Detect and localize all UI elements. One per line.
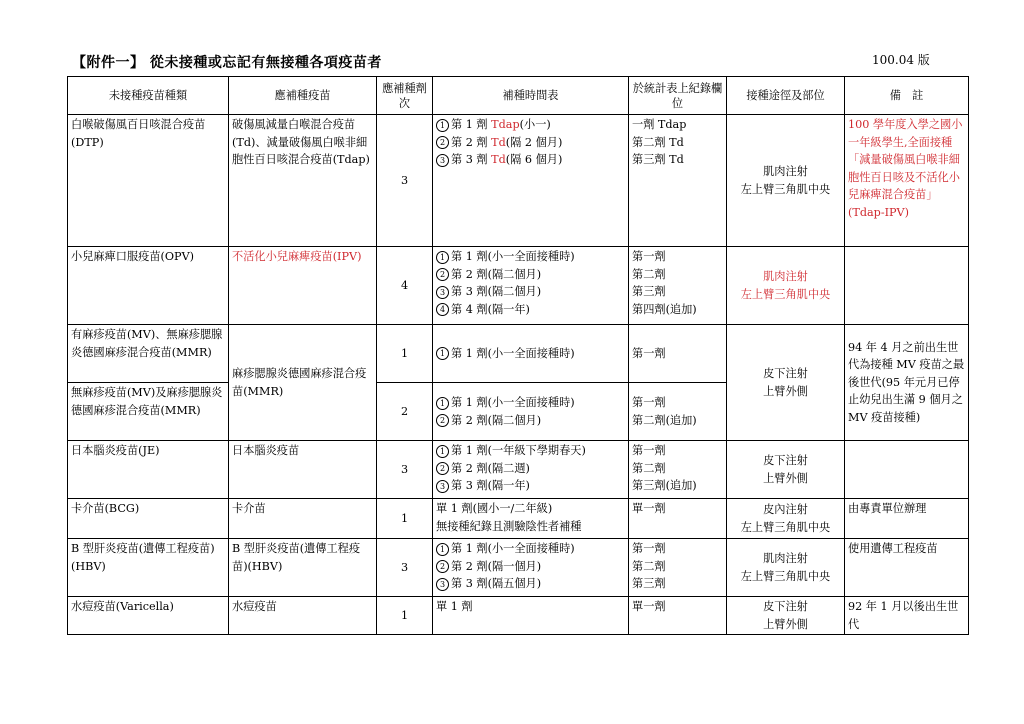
version-label: 100.04 版	[872, 53, 930, 67]
doses-cell: 1	[377, 325, 433, 383]
record-cell: 第一劑 第二劑(追加)	[629, 383, 727, 441]
schedule-cell: 1 第 1 劑(小一全面接種時) 2 第 2 劑(隔二個月) 3 第 3 劑(隔二個月) 4 第 4 劑(隔一年)	[433, 247, 629, 325]
route-cell: 肌肉注射 左上臂三角肌中央	[727, 115, 845, 247]
vaccine-cell: 日本腦炎疫苗(JE)	[68, 441, 229, 499]
col-header-catchup: 應補種疫苗	[229, 77, 377, 115]
col-header-doses: 應補種劑 次	[377, 77, 433, 115]
vaccine-cell: 有麻疹疫苗(MV)、無麻疹腮腺炎德國麻疹混合疫苗(MMR)	[68, 325, 229, 383]
schedule-cell: 1 第 1 劑(一年級下學期春天) 2 第 2 劑(隔二週) 3 第 3 劑(隔一年)	[433, 441, 629, 499]
col-header-route: 接種途徑及部位	[727, 77, 845, 115]
route-cell: 皮下注射 上臂外側	[727, 441, 845, 499]
route-cell: 肌肉注射 左上臂三角肌中央	[727, 539, 845, 597]
table-row	[68, 539, 969, 597]
circled-number: 3	[436, 154, 449, 167]
document-title: 【附件一】 從未接種或忘記有無接種各項疫苗者	[72, 55, 382, 71]
table-row	[68, 499, 969, 539]
doses-cell: 3	[377, 441, 433, 499]
catchup-cell: 麻疹腮腺炎德國麻疹混合疫苗(MMR)	[229, 325, 377, 441]
table-row	[68, 325, 969, 383]
catchup-cell: 水痘疫苗	[229, 597, 377, 635]
schedule-cell: 1 第 1 劑(小一全面接種時) 2 第 2 劑(隔二個月)	[433, 383, 629, 441]
vaccine-cell: 白喉破傷風百日咳混合疫苗(DTP)	[68, 115, 229, 247]
doses-cell: 3	[377, 115, 433, 247]
schedule-cell: 1 第 1 劑(小一全面接種時) 2 第 2 劑(隔一個月) 3 第 3 劑(隔五個月)	[433, 539, 629, 597]
schedule-cell: 單 1 劑	[433, 597, 629, 635]
note-cell	[845, 247, 969, 325]
doses-cell: 1	[377, 499, 433, 539]
route-cell: 皮下注射 上臂外側	[727, 597, 845, 635]
note-cell: 100 學年度入學之國小一年級學生,全面接種「減量破傷風白喉非細胞性百日咳及不活化小兒麻痺混合疫苗」(Tdap-IPV)	[845, 115, 969, 247]
table-row	[68, 115, 969, 247]
table-row	[68, 597, 969, 635]
catchup-cell: 卡介苗	[229, 499, 377, 539]
circled-number: 1	[436, 119, 449, 132]
record-cell: 第一劑 第二劑 第三劑	[629, 539, 727, 597]
note-cell: 使用遺傳工程疫苗	[845, 539, 969, 597]
vaccine-cell: 水痘疫苗(Varicella)	[68, 597, 229, 635]
col-header-vaccine: 未接種疫苗種類	[68, 77, 229, 115]
doses-cell: 2	[377, 383, 433, 441]
doses-cell: 1	[377, 597, 433, 635]
circled-number: 2	[436, 136, 449, 149]
record-cell: 第一劑 第二劑 第三劑 第四劑(追加)	[629, 247, 727, 325]
col-header-schedule: 補種時間表	[433, 77, 629, 115]
col-header-record: 於統計表上紀錄欄位	[629, 77, 727, 115]
record-cell: 第一劑	[629, 325, 727, 383]
note-cell: 94 年 4 月之前出生世代為接種 MV 疫苗之最後世代(95 年元月已停止幼兒出生滿 9 個月之 MV 疫苗接種)	[845, 325, 969, 441]
record-cell: 單一劑	[629, 597, 727, 635]
note-cell	[845, 441, 969, 499]
record-cell: 第一劑 第二劑 第三劑(追加)	[629, 441, 727, 499]
catchup-cell: 日本腦炎疫苗	[229, 441, 377, 499]
vaccine-cell: 無麻疹疫苗(MV)及麻疹腮腺炎德國麻疹混合疫苗(MMR)	[68, 383, 229, 441]
route-cell: 皮下注射 上臂外側	[727, 325, 845, 441]
doses-cell: 4	[377, 247, 433, 325]
note-cell: 由專責單位辦理	[845, 499, 969, 539]
schedule-cell: 單 1 劑(國小一/二年級) 無接種紀錄且測驗陰性者補種	[433, 499, 629, 539]
table-row	[68, 247, 969, 325]
col-header-note: 備 註	[845, 77, 969, 115]
table-row	[68, 441, 969, 499]
doses-cell: 3	[377, 539, 433, 597]
vaccine-cell: 小兒麻痺口服疫苗(OPV)	[68, 247, 229, 325]
catchup-cell: 破傷風減量白喉混合疫苗(Td)、減量破傷風白喉非細胞性百日咳混合疫苗(Tdap)	[229, 115, 377, 247]
schedule-cell: 1 第 1 劑 Tdap(小一) 2 第 2 劑 Td(隔 2 個月) 3 第 3 劑 Td(隔 6 個月)	[433, 115, 629, 247]
schedule-cell: 1 第 1 劑(小一全面接種時)	[433, 325, 629, 383]
catchup-cell: 不活化小兒麻痺疫苗(IPV)	[229, 247, 377, 325]
vaccine-cell: 卡介苗(BCG)	[68, 499, 229, 539]
vaccine-cell: B 型肝炎疫苗(遺傳工程疫苗)(HBV)	[68, 539, 229, 597]
record-cell: 單一劑	[629, 499, 727, 539]
route-cell: 皮內注射 左上臂三角肌中央	[727, 499, 845, 539]
route-cell: 肌肉注射 左上臂三角肌中央	[727, 247, 845, 325]
note-cell: 92 年 1 月以後出生世代	[845, 597, 969, 635]
vaccine-table	[67, 76, 969, 635]
catchup-cell: B 型肝炎疫苗(遺傳工程疫苗)(HBV)	[229, 539, 377, 597]
record-cell: 一劑 Tdap 第二劑 Td 第三劑 Td	[629, 115, 727, 247]
